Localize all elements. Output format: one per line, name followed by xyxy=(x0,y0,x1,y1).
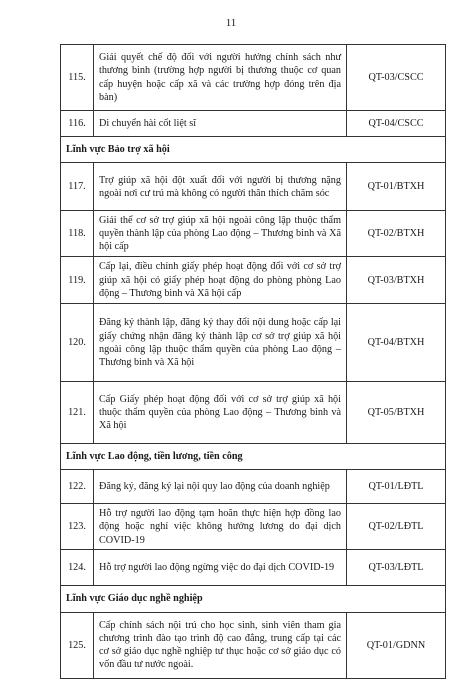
table-row xyxy=(61,382,446,444)
row-number: 119. xyxy=(61,257,94,304)
procedure-code: QT-05/BTXH xyxy=(347,382,446,444)
procedure-name: Trợ giúp xã hội đột xuất đối với người bị thương nặng ngoài nơi cư trú mà không có người thân thích chăm sóc xyxy=(94,163,347,211)
procedure-name: Đăng ký, đăng ký lại nội quy lao động của doanh nghiệp xyxy=(94,470,347,504)
procedure-name: Đăng ký thành lập, đăng ký thay đổi nội dung hoặc cấp lại giấy chứng nhận đăng ký thành lập cơ sở trợ giúp xã hội ngoài công lập thuộc thẩm quyền của phòng Lao động – Thương binh và Xã hội xyxy=(94,304,347,382)
row-number: 123. xyxy=(61,504,94,550)
procedure-name: Cấp chính sách nội trú cho học sinh, sinh viên tham gia chương trình đào tạo trình độ cao đẳng, trung cấp tại các cơ sở giáo dục nghề nghiệp tư thục hoặc cơ sở giáo dục có vốn đầu tư nước ngoài. xyxy=(94,612,347,678)
procedure-code: QT-03/BTXH xyxy=(347,257,446,304)
row-number: 124. xyxy=(61,550,94,586)
procedure-table xyxy=(60,44,446,679)
procedure-code: QT-01/GDNN xyxy=(347,612,446,678)
row-number: 125. xyxy=(61,612,94,678)
procedure-name: Hỗ trợ người lao động tạm hoãn thực hiện hợp đồng lao động hoặc nghỉ việc không hưởng lương do đại dịch COVID-19 xyxy=(94,504,347,550)
section-row xyxy=(61,586,446,612)
procedure-code: QT-03/CSCC xyxy=(347,45,446,111)
row-number: 116. xyxy=(61,111,94,137)
procedure-code: QT-02/BTXH xyxy=(347,211,446,257)
section-title: Lĩnh vực Giáo dục nghề nghiệp xyxy=(61,586,446,612)
procedure-name: Di chuyển hài cốt liệt sĩ xyxy=(94,111,347,137)
row-number: 117. xyxy=(61,163,94,211)
procedure-table-body xyxy=(61,45,446,679)
procedure-name: Giải quyết chế độ đối với người hưởng chính sách như thương binh (trường hợp người bị thương thuộc cơ quan cấp huyện hoặc cấp xã và các trường hợp đóng trên địa bàn) xyxy=(94,45,347,111)
table-row xyxy=(61,304,446,382)
procedure-name: Giải thể cơ sở trợ giúp xã hội ngoài công lập thuộc thẩm quyền thành lập của phòng Lao động – Thương binh và Xã hội cấp xyxy=(94,211,347,257)
section-row xyxy=(61,137,446,163)
procedure-code: QT-04/CSCC xyxy=(347,111,446,137)
row-number: 121. xyxy=(61,382,94,444)
procedure-code: QT-04/BTXH xyxy=(347,304,446,382)
procedure-code: QT-01/LĐTL xyxy=(347,470,446,504)
row-number: 118. xyxy=(61,211,94,257)
row-number: 122. xyxy=(61,470,94,504)
section-title: Lĩnh vực Lao động, tiền lương, tiền công xyxy=(61,444,446,470)
table-row xyxy=(61,504,446,550)
table-row xyxy=(61,470,446,504)
table-row xyxy=(61,550,446,586)
table-row xyxy=(61,211,446,257)
procedure-code: QT-01/BTXH xyxy=(347,163,446,211)
table-row xyxy=(61,257,446,304)
table-row xyxy=(61,111,446,137)
table-row xyxy=(61,45,446,111)
section-title: Lĩnh vực Bảo trợ xã hội xyxy=(61,137,446,163)
procedure-name: Cấp lại, điều chỉnh giấy phép hoạt động đối với cơ sở trợ giúp xã hội có giấy phép hoạt động do phòng phòng Lao động – Thương binh và Xã hội cấp xyxy=(94,257,347,304)
row-number: 120. xyxy=(61,304,94,382)
section-row xyxy=(61,444,446,470)
procedure-name: Hỗ trợ người lao động ngừng việc do đại dịch COVID-19 xyxy=(94,550,347,586)
row-number: 115. xyxy=(61,45,94,111)
procedure-code: QT-03/LĐTL xyxy=(347,550,446,586)
page-number: 11 xyxy=(225,17,237,29)
table-row xyxy=(61,163,446,211)
procedure-code: QT-02/LĐTL xyxy=(347,504,446,550)
procedure-name: Cấp Giấy phép hoạt động đối với cơ sở trợ giúp xã hội thuộc thẩm quyền của phòng Lao động – Thương binh và Xã hội xyxy=(94,382,347,444)
table-row xyxy=(61,612,446,678)
